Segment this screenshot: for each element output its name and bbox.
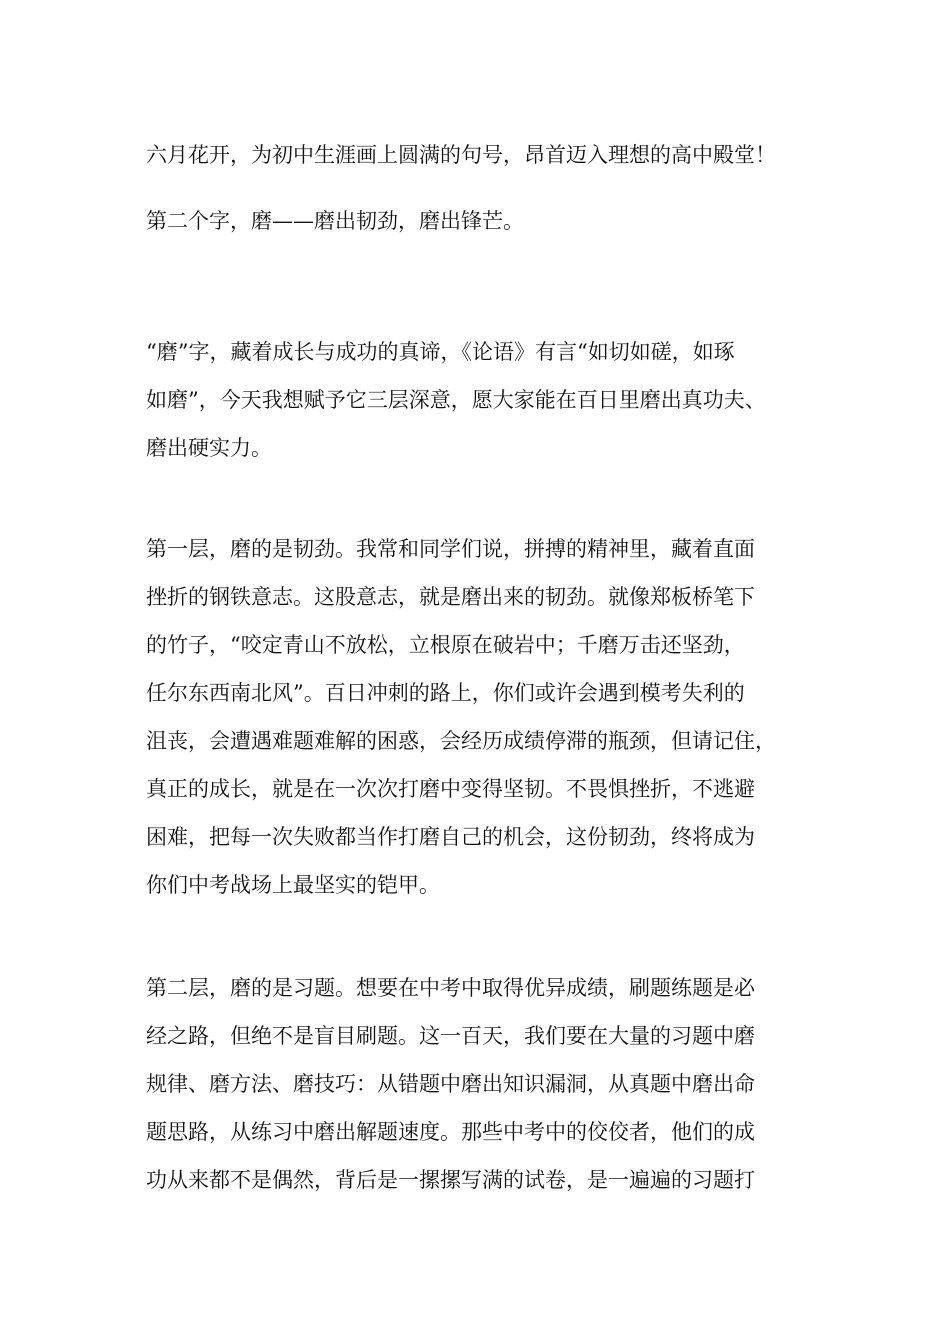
paragraph-5-line-5: 功从来都不是偶然，背后是一摞摞写满的试卷，是一遍遍的习题打: [146, 1168, 755, 1192]
paragraph-4-line-2: 挫折的钢铁意志。这股意志，就是磨出来的韧劲。就像郑板桥笔下: [146, 585, 755, 609]
paragraph-5-line-3: 规律、磨方法、磨技巧：从错题中磨出知识漏洞，从真题中磨出命: [146, 1072, 755, 1096]
paragraph-2-line-1: 第二个字，磨——磨出韧劲，磨出锋芒。: [146, 209, 524, 233]
paragraph-4-line-4: 任尔东西南北风”。百日冲刺的路上，你们或许会遇到模考失利的: [146, 681, 745, 705]
paragraph-3-line-1: “磨”字，藏着成长与成功的真谛，《论语》有言“如切如磋，如琢: [146, 340, 735, 364]
paragraph-4-line-1: 第一层，磨的是韧劲。我常和同学们说，拼搏的精神里，藏着直面: [146, 537, 755, 561]
paragraph-4-line-8: 你们中考战场上最坚实的铠甲。: [146, 873, 440, 897]
paragraph-4-line-3: 的竹子，“咬定青山不放松，立根原在破岩中；千磨万击还坚劲，: [146, 633, 745, 657]
paragraph-5-line-1: 第二层，磨的是习题。想要在中考中取得优异成绩，刷题练题是必: [146, 976, 755, 1000]
paragraph-4-line-7: 困难，把每一次失败都当作打磨自己的机会，这份韧劲，终将成为: [146, 825, 755, 849]
paragraph-4-line-6: 真正的成长，就是在一次次打磨中变得坚韧。不畏惧挫折，不逃避: [146, 777, 755, 801]
paragraph-4-line-5: 沮丧，会遭遇难题难解的困惑，会经历成绩停滞的瓶颈，但请记住，: [146, 729, 776, 753]
paragraph-5-line-4: 题思路，从练习中磨出解题速度。那些中考中的佼佼者，他们的成: [146, 1120, 755, 1144]
paragraph-1-line-1: 六月花开，为初中生涯画上圆满的句号，昂首迈入理想的高中殿堂！: [146, 143, 776, 167]
paragraph-3-line-2: 如磨”，今天我想赋予它三层深意，愿大家能在百日里磨出真功夫、: [146, 388, 766, 412]
paragraph-3-line-3: 磨出硬实力。: [146, 436, 272, 460]
paragraph-5-line-2: 经之路，但绝不是盲目刷题。这一百天，我们要在大量的习题中磨: [146, 1024, 755, 1048]
